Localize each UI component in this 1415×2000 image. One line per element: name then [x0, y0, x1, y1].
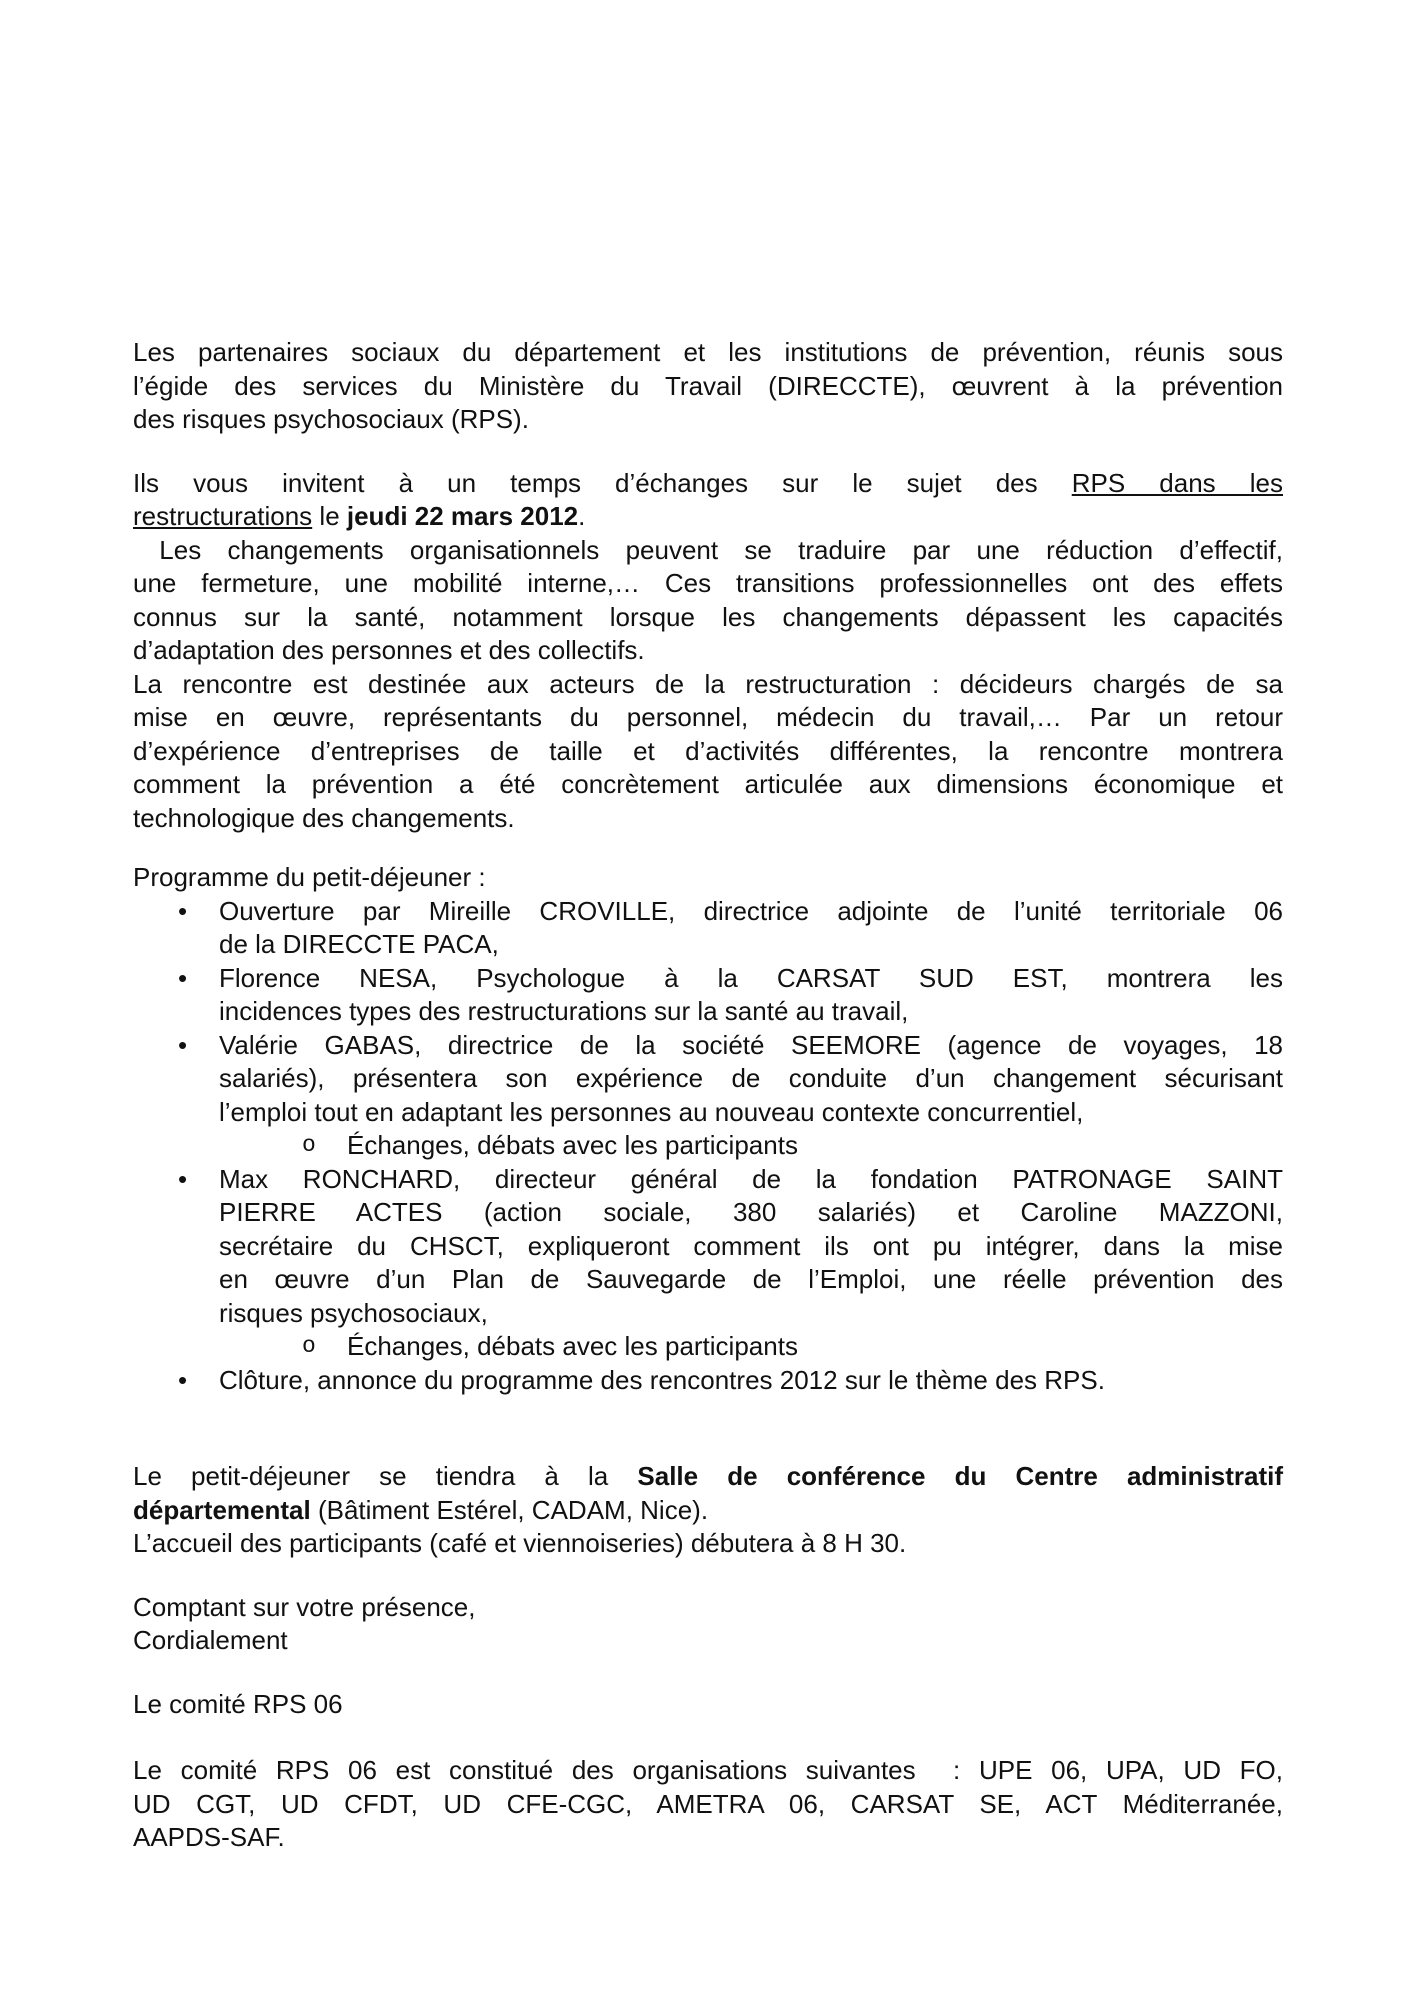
text-line: Les partenaires sociaux du département et les institutions de prévention, réunis sous: [133, 337, 1283, 367]
text-line: Cordialement: [133, 1625, 288, 1655]
text-line: Le comité RPS 06 est constitué des organisations suivantes : UPE 06, UPA, UD FO,: [133, 1755, 1283, 1785]
meeting-purpose-paragraph: [133, 668, 1283, 836]
circle-bullet-icon: o: [302, 1333, 316, 1359]
text-line: en œuvre d’un Plan de Sauvegarde de l’Emploi, une réelle prévention des: [219, 1264, 1283, 1294]
text-line: PIERRE ACTES (action sociale, 380 salariés) et Caroline MAZZONI,: [219, 1197, 1283, 1227]
text-line: L’accueil des participants (café et viennoiseries) débutera à 8 H 30.: [133, 1528, 907, 1558]
text-line: incidences types des restructurations sur la santé au travail,: [219, 996, 909, 1026]
list-item-text: [219, 895, 1283, 962]
text-line: risques psychosociaux,: [219, 1297, 488, 1328]
text-line: comment la prévention a été concrètement articulée aux dimensions économique et: [133, 769, 1283, 799]
list-item-ouverture: [133, 895, 1283, 962]
text-line: de la DIRECCTE PACA,: [219, 929, 499, 959]
text-line: secrétaire du CHSCT, expliqueront comment ils ont pu intégrer, dans la mise: [219, 1230, 1283, 1261]
text-line: salariés), présentera son expérience de conduite d’un changement sécurisant: [219, 1063, 1283, 1093]
list-item-valerie-gabas: [133, 1029, 1283, 1163]
text-line: Max RONCHARD, directeur général de la fondation PATRONAGE SAINT: [219, 1163, 1283, 1194]
text-line: Florence NESA, Psychologue à la CARSAT SUD EST, montrera les: [219, 962, 1283, 993]
text-line: mise en œuvre, représentants du personnel, médecin du travail,… Par un retour: [133, 702, 1283, 732]
list-item-text: [219, 1029, 1283, 1130]
program-heading: [133, 861, 1283, 895]
changes-paragraph: [133, 534, 1283, 668]
text-line: Les changements organisationnels peuvent se traduire par une réduction d’effectif,: [133, 534, 1283, 565]
text-line: Clôture, annonce du programme des rencontres 2012 sur le thème des RPS.: [219, 1364, 1105, 1395]
list-item-florence-nesa: [133, 962, 1283, 1029]
text-line: connus sur la santé, notamment lorsque les changements dépassent les capacités: [133, 601, 1283, 632]
closing-paragraph: [133, 1591, 1283, 1658]
text-line: Comptant sur votre présence,: [133, 1591, 476, 1622]
list-item-text: [219, 1364, 1283, 1398]
bullet-icon: •: [178, 1163, 188, 1194]
text-line: l’égide des services du Ministère du Travail (DIRECCTE), œuvrent à la prévention: [133, 370, 1283, 401]
text-line: Programme du petit-déjeuner :: [133, 862, 486, 892]
list-item-text: [219, 1163, 1283, 1331]
text-line: Le petit-déjeuner se tiendra à la Salle de conférence du Centre administratif: [133, 1461, 1283, 1491]
text-line: Valérie GABAS, directrice de la société SEEMORE (agence de voyages, 18: [219, 1029, 1283, 1060]
sub-bullet-text: Échanges, débats avec les participants: [347, 1130, 798, 1160]
text-line: une fermeture, une mobilité interne,… Ces transitions professionnelles ont des effets: [133, 568, 1283, 598]
text-line: Le comité RPS 06: [133, 1688, 343, 1719]
bullet-icon: •: [178, 1364, 188, 1395]
venue-paragraph: [133, 1460, 1283, 1561]
text-line: départemental (Bâtiment Estérel, CADAM, Nice).: [133, 1494, 709, 1525]
text-line: UD CGT, UD CFDT, UD CFE-CGC, AMETRA 06, CARSAT SE, ACT Méditerranée,: [133, 1788, 1283, 1819]
sub-bullet-row: [178, 1129, 1283, 1163]
text-line: d’adaptation des personnes et des collectifs.: [133, 635, 645, 665]
text-line: des risques psychosociaux (RPS).: [133, 404, 529, 434]
program-list: [133, 895, 1283, 1398]
text-line: l’emploi tout en adaptant les personnes au nouveau contexte concurrentiel,: [219, 1096, 1084, 1127]
list-item-text: [219, 962, 1283, 1029]
text-line: technologique des changements.: [133, 802, 515, 833]
bullet-icon: •: [178, 895, 188, 926]
list-item-max-ronchard: [133, 1163, 1283, 1364]
bullet-icon: •: [178, 1029, 188, 1060]
sub-bullet-row: [178, 1330, 1283, 1364]
text-line: d’expérience d’entreprises de taille et d’activités différentes, la rencontre montrera: [133, 735, 1283, 766]
text-line: La rencontre est destinée aux acteurs de la restructuration : décideurs chargés de sa: [133, 668, 1283, 699]
text-line: Ils vous invitent à un temps d’échanges sur le sujet des RPS dans les: [133, 467, 1283, 498]
invitation-paragraph: [133, 467, 1283, 534]
intro-paragraph: [133, 336, 1283, 437]
text-line: AAPDS-SAF.: [133, 1822, 285, 1852]
bullet-icon: •: [178, 962, 188, 993]
sub-bullet-text: Échanges, débats avec les participants: [347, 1331, 798, 1361]
list-item-cloture: [133, 1364, 1283, 1398]
committee-paragraph: [133, 1754, 1283, 1855]
text-line: restructurations le jeudi 22 mars 2012.: [133, 501, 586, 531]
text-line: Ouverture par Mireille CROVILLE, directrice adjointe de l’unité territoriale 06: [219, 895, 1283, 926]
circle-bullet-icon: o: [302, 1132, 316, 1158]
signature-paragraph: [133, 1688, 1283, 1722]
